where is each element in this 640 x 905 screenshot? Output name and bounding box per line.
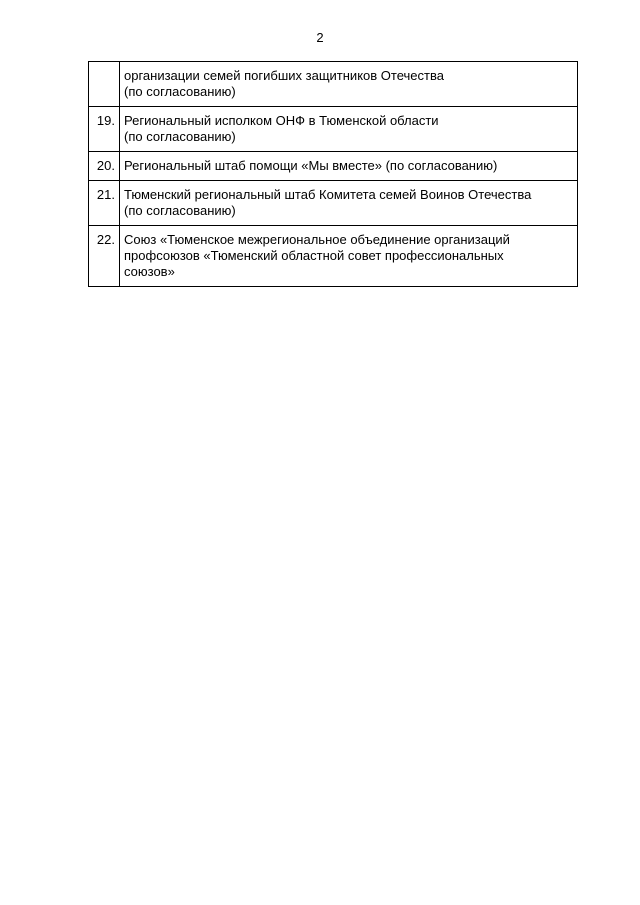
row-text — [120, 226, 578, 287]
row-number: 20. — [89, 152, 120, 181]
row-text-line: союзов» — [124, 264, 175, 279]
row-number: 22. — [89, 226, 120, 287]
row-text — [120, 107, 578, 152]
row-text-line: Региональный исполком ОНФ в Тюменской области — [124, 113, 439, 128]
organizations-table — [88, 61, 578, 287]
table-row — [89, 226, 578, 287]
row-text-line: (по согласованию) — [124, 129, 236, 144]
row-text-line: Тюменский региональный штаб Комитета семей Воинов Отечества — [124, 187, 532, 202]
row-text-line: (по согласованию) — [124, 203, 236, 218]
table-row — [89, 62, 578, 107]
page-number: 2 — [316, 30, 324, 45]
row-text-line: профсоюзов «Тюменский областной совет профессиональных — [124, 248, 504, 263]
table-row — [89, 152, 578, 181]
row-text-line: Региональный штаб помощи «Мы вместе» (по согласованию) — [124, 158, 498, 173]
row-text-line: Союз «Тюменское межрегиональное объединение организаций — [124, 232, 510, 247]
row-text-line: организации семей погибших защитников Отечества — [124, 68, 444, 83]
table-row — [89, 181, 578, 226]
row-number — [89, 62, 120, 107]
row-text — [120, 62, 578, 107]
row-number: 19. — [89, 107, 120, 152]
row-text-line: (по согласованию) — [124, 84, 236, 99]
row-text — [120, 181, 578, 226]
row-text — [120, 152, 578, 181]
table-row — [89, 107, 578, 152]
row-number: 21. — [89, 181, 120, 226]
